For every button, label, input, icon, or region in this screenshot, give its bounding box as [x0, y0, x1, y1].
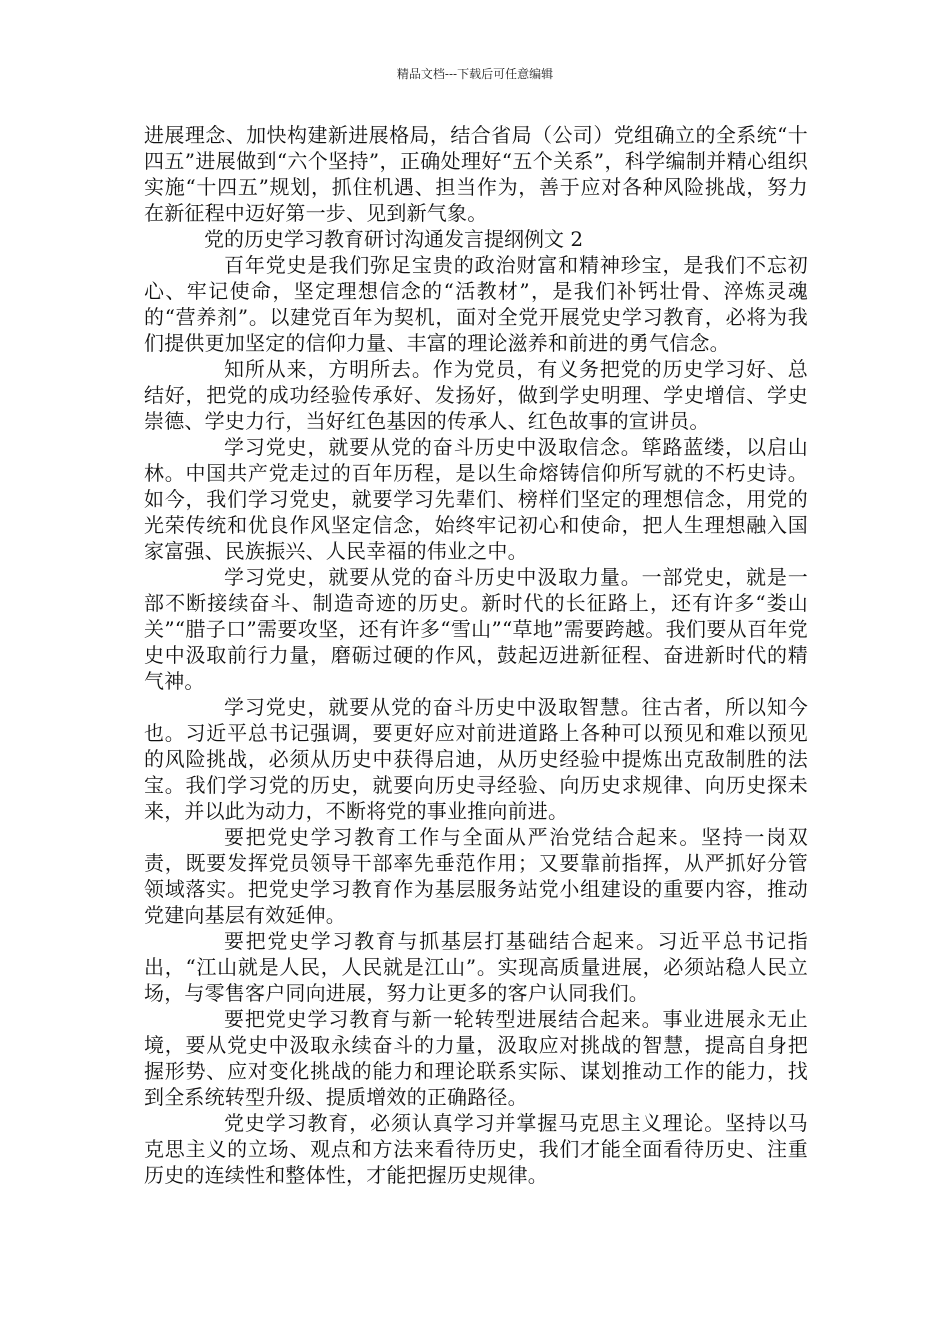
paragraph-5: 学习党史，就要从党的奋斗历史中汲取智慧。往古者，所以知今也。习近平总书记强调，要更好应对前进道路上各种可以预见和难以预见的风险挑战，必须从历史中获得启迪，从历史经验中提炼出克敌制胜的法宝。我们学习党的历史，就要向历史寻经验、向历史求规律、向历史探未来，并以此为动力，不断将党的事业推向前进。 — [144, 695, 808, 823]
paragraph-9: 党史学习教育，必须认真学习并掌握马克思主义理论。坚持以马克思主义的立场、观点和方法来看待历史，我们才能全面看待历史、注重历史的连续性和整体性，才能把握历史规律。 — [144, 1111, 808, 1187]
paragraph-1: 百年党史是我们弥足宝贵的政治财富和精神珍宝，是我们不忘初心、牢记使命，坚定理想信念的“活教材”，是我们补钙壮骨、淬炼灵魂的“营养剂”。以建党百年为契机，面对全党开展党史学习教育，必将为我们提供更加坚定的信仰力量、丰富的理论滋养和前进的勇气信念。 — [144, 253, 808, 355]
page-header: 精品文档---下载后可任意编辑 — [396, 67, 554, 81]
paragraph-6: 要把党史学习教育工作与全面从严治党结合起来。坚持一岗双责，既要发挥党员领导干部率先垂范作用；又要靠前指挥，从严抓好分管领域落实。把党史学习教育作为基层服务站党小组建设的重要内容，推动党建向基层有效延伸。 — [144, 825, 808, 927]
paragraph-3: 学习党史，就要从党的奋斗历史中汲取信念。筚路蓝缕，以启山林。中国共产党走过的百年历程，是以生命熔铸信仰所写就的不朽史诗。如今，我们学习党史，就要学习先辈们、榜样们坚定的理想信念，用党的光荣传统和优良作风坚定信念，始终牢记初心和使命，把人生理想融入国家富强、民族振兴、人民幸福的伟业之中。 — [144, 435, 808, 563]
paragraph-8: 要把党史学习教育与新一轮转型进展结合起来。事业进展永无止境，要从党史中汲取永续奋斗的力量，汲取应对挑战的智慧，提高自身把握形势、应对变化挑战的能力和理论联系实际、谋划推动工作的能力，找到全系统转型升级、提质增效的正确路径。 — [144, 1007, 808, 1109]
paragraph-continuation: 进展理念、加快构建新进展格局，结合省局（公司）党组确立的全系统“十四五”进展做到“六个坚持”，正确处理好“五个关系”，科学编制并精心组织实施“十四五”规划，抓住机遇、担当作为，善于应对各种风险挑战，努力在新征程中迈好第一步、见到新气象。 — [144, 123, 808, 225]
paragraph-7: 要把党史学习教育与抓基层打基础结合起来。习近平总书记指出，“江山就是人民，人民就是江山”。实现高质量进展，必须站稳人民立场，与零售客户同向进展，努力让更多的客户认同我们。 — [144, 929, 808, 1005]
paragraph-4: 学习党史，就要从党的奋斗历史中汲取力量。一部党史，就是一部不断接续奋斗、制造奇迹的历史。新时代的长征路上，还有许多“娄山关”“腊子口”需要攻坚，还有许多“雪山”“草地”需要跨越。我们要从百年党史中汲取前行力量，磨砺过硬的作风，鼓起迈进新征程、奋进新时代的精气神。 — [144, 565, 808, 693]
document-body — [144, 122, 808, 1188]
section-heading: 党的历史学习教育研讨沟通发言提纲例文 2 — [204, 227, 584, 251]
paragraph-2: 知所从来，方明所去。作为党员，有义务把党的历史学习好、总结好，把党的成功经验传承好、发扬好，做到学史明理、学史增信、学史崇德、学史力行，当好红色基因的传承人、红色故事的宣讲员。 — [144, 357, 808, 433]
